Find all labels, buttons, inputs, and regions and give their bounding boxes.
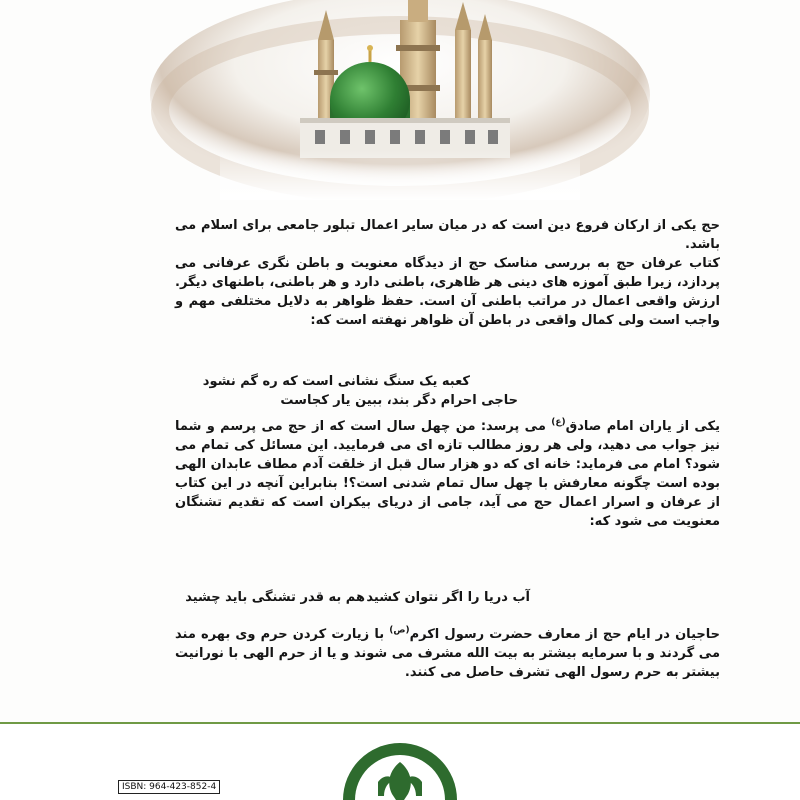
paragraph-4-part-1: حاجیان در ایام حج از معارف حضرت رسول اکرم [409,627,720,642]
verse-2-hemistich-2: هم به قدر تشنگی باید چشید [185,590,365,605]
paragraph-2-text: کتاب عرفان حج به بررسی مناسک حج از دیدگاه معنویت و باطن نگری عرفانی می پردازد، زیرا طبق آموزه های دینی هر ظاهری، باطنی دارد و هر باطنی، باطنهای دیگر. ارزش واقعی اعمال در مراتب باطنی آن است. حفظ ظواهر به دلایل مختلفی مهم و واجب است ولی کمال واقعی در باطن آن ظواهر نهفته است که: [175,256,720,328]
verse-2-hemistich-1: آب دریا را اگر نتوان کشید [366,590,530,605]
publisher-logo-icon [342,738,458,800]
paragraph-3-part-1: یکی از یاران امام صادق [565,419,721,434]
honorific-ain: (ع) [551,417,566,428]
pilgrims-paragraph [175,625,720,682]
verse-1-line-1: کعبه یک سنگ نشانی است که ره گم نشود [202,374,470,389]
paragraph-3-part-2: می پرسد: من چهل سال است که از حج می پرسم و شما نیز جواب می دهید، ولی هر روز مطالب تازه ای می فرمایید. این مسائل کی تمام می شود؟ امام می فرماید: خانه ای که دو هزار سال قبل از خلقت آدم مطاف عابدان الهی بوده است چگونه معارفش با چهل سال تمام شدنی است؟! بنابراین آنچه در این کتاب از عرفان و اسرار اعمال حج می آید، جامی از دریای بیکران است که تقدیم تشنگان معنویت می شود که: [175,419,720,529]
paragraph-1-text: حج یکی از ارکان فروع دین است که در میان سایر اعمال تبلور جامعی برای اسلام می باشد. [175,218,720,252]
honorific-sad: (ص) [389,625,410,636]
intro-paragraph [175,216,720,330]
paragraph-4-part-2: با زیارت کردن حرم وی بهره مند می گردند و با سرمایه بیشتر به بیت الله مشرف می شوند و یا از حرم الهی با نورانیت بیشتر به حرم رسول الهی تشرف حاصل می کنند. [175,627,720,680]
imam-sadiq-paragraph [175,417,720,531]
verse-1-line-2: حاجی احرام دگر بند، ببین یار کجاست [280,393,518,408]
mosque-illustration [0,0,800,200]
isbn-label: ISBN: 964-423-852-4 [118,780,220,794]
